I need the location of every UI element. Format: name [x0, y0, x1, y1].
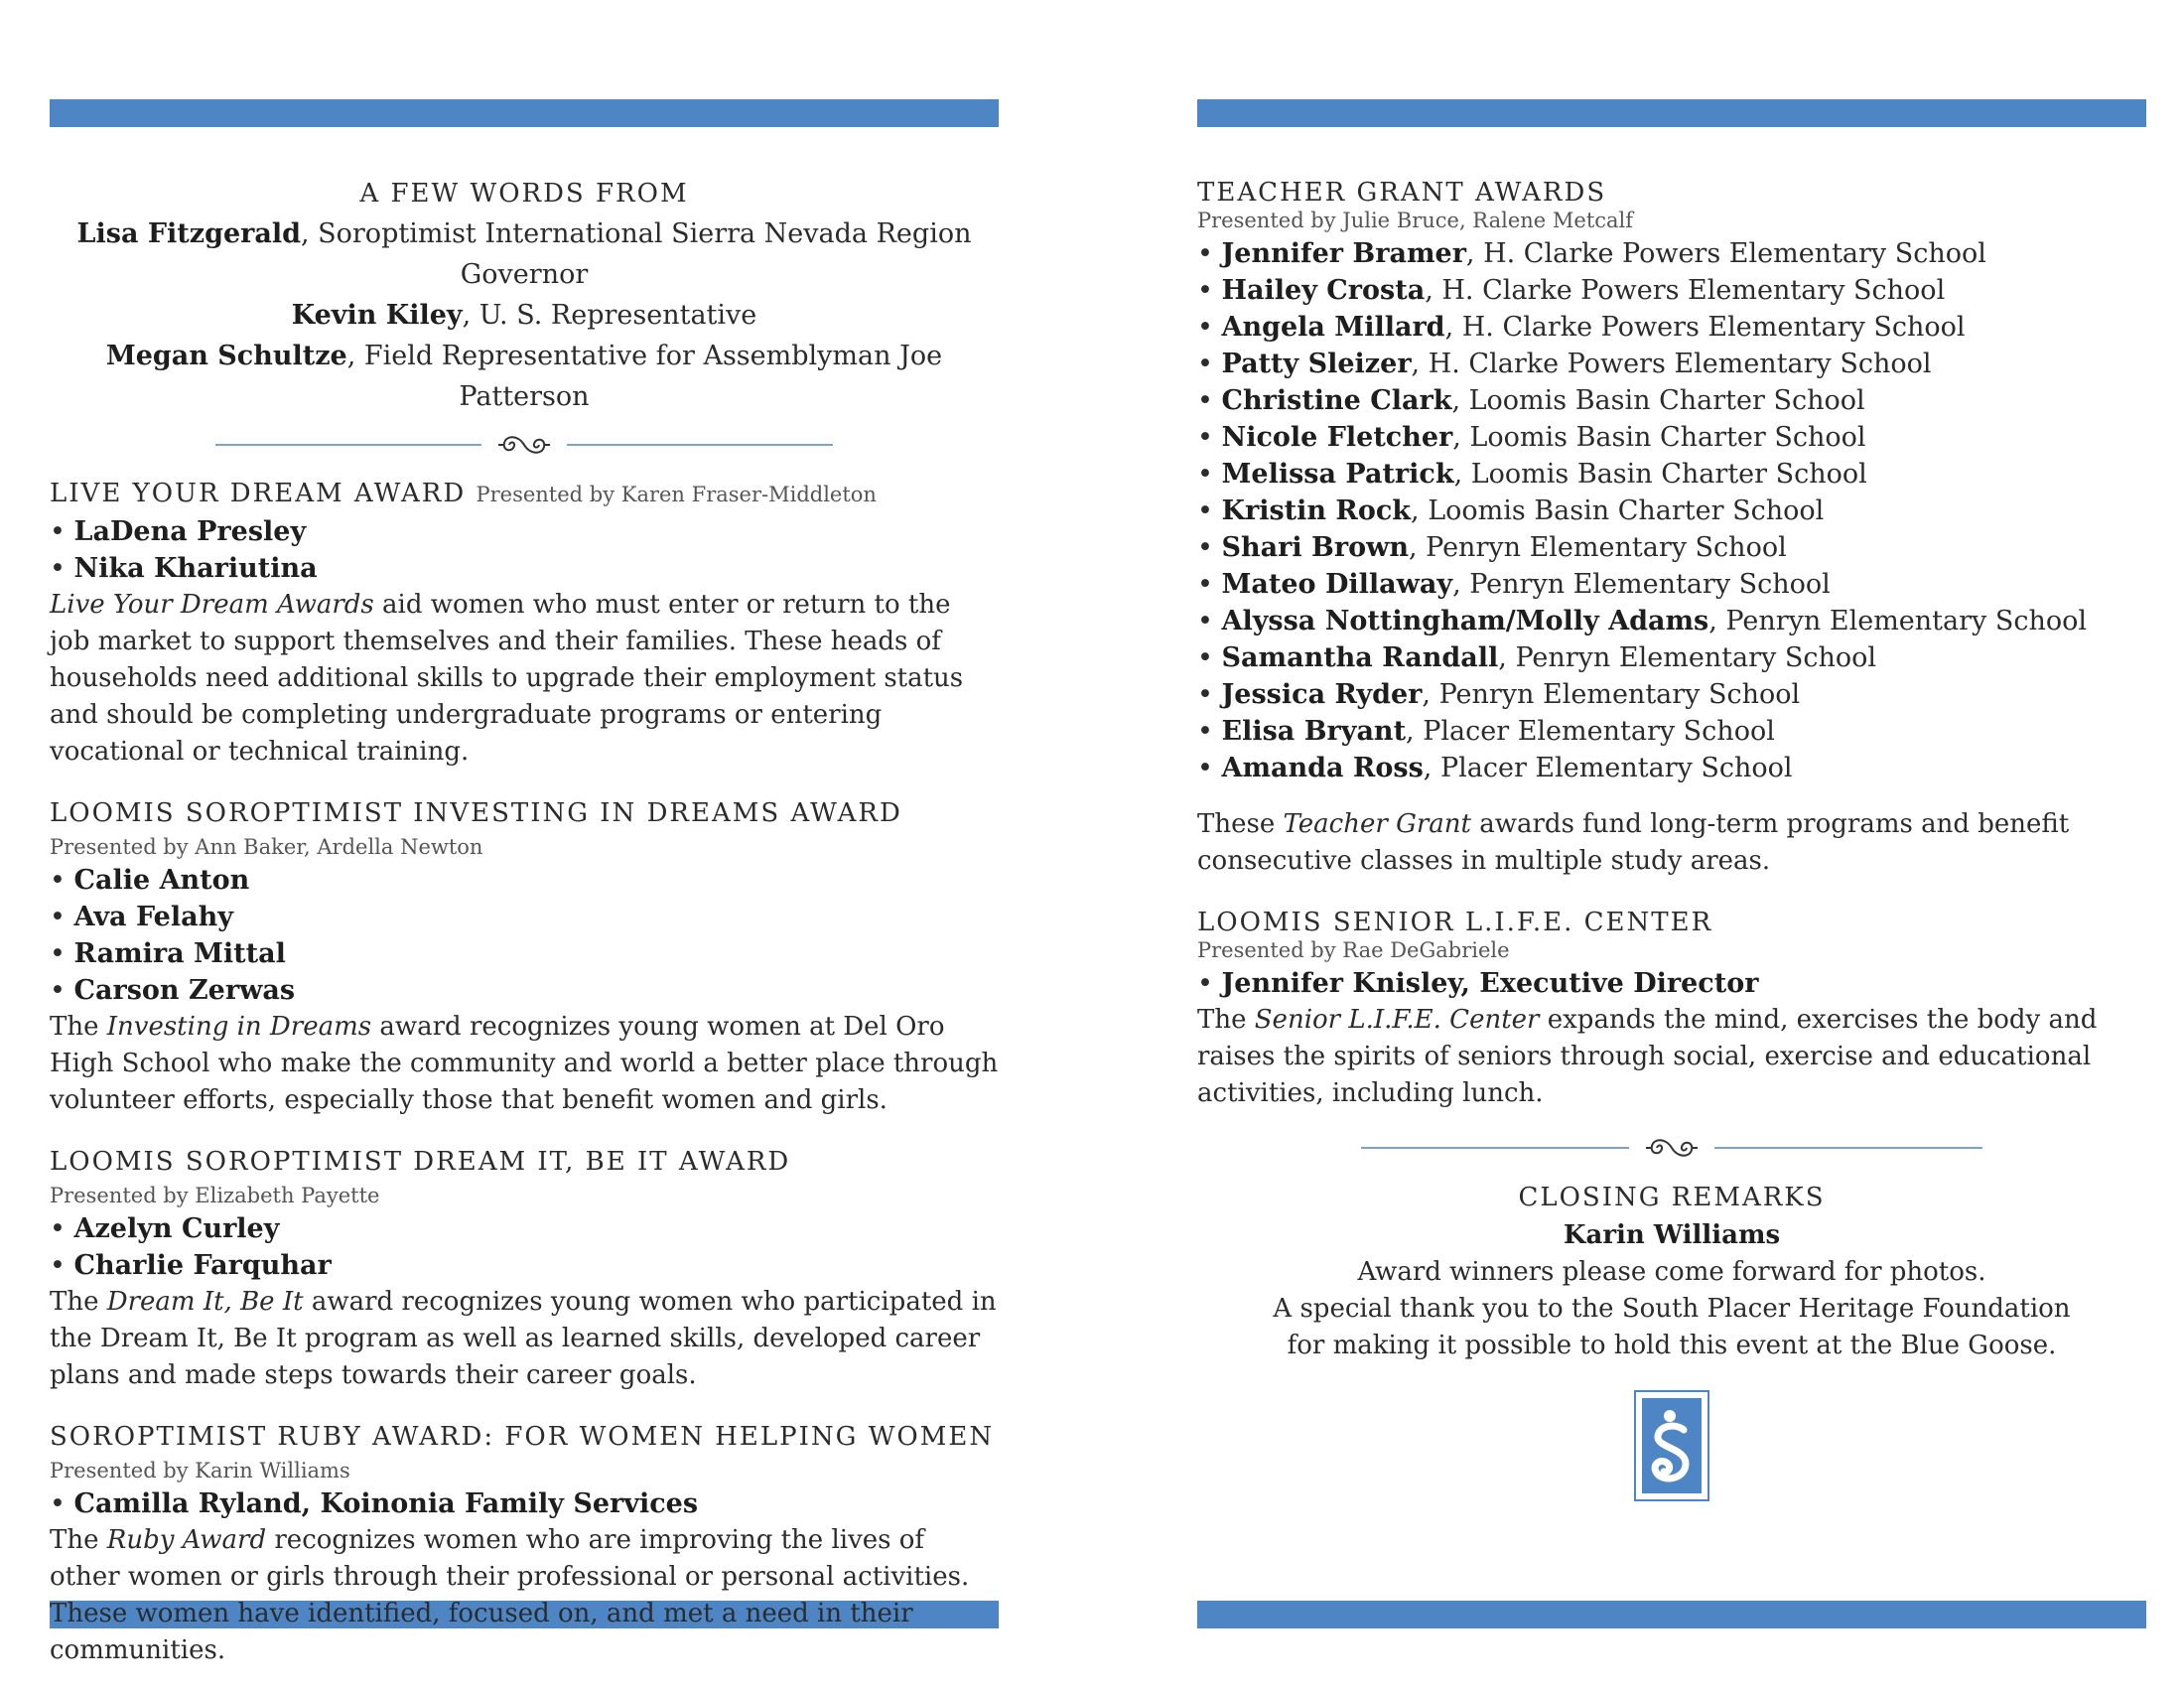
- description-text: The: [1197, 1005, 1255, 1035]
- grantee-item: • Hailey Crosta, H. Clarke Powers Elementary School: [1197, 275, 1946, 306]
- winner-name: Charlie Farquhar: [73, 1250, 332, 1281]
- section-description: [1197, 1002, 2146, 1112]
- winner-name: Carson Zerwas: [73, 975, 296, 1006]
- divider-rule: [567, 444, 833, 446]
- speaker-line: [50, 336, 999, 417]
- grantee-name: Amanda Ross: [1221, 753, 1424, 783]
- winner-item: • Azelyn Curley: [50, 1213, 280, 1244]
- presenter: Presented by Elizabeth Payette: [50, 1184, 380, 1207]
- description-text: awards fund long-term programs and benefit consecutive classes in multiple study areas.: [1197, 809, 2070, 876]
- grantee-school: , Penryn Elementary School: [1408, 532, 1787, 563]
- closing-line: Award winners please come forward for photos.: [1357, 1257, 1986, 1287]
- presenter: Presented by Julie Bruce, Ralene Metcalf: [1197, 209, 1634, 232]
- closing-remarks-section: [1197, 1178, 2146, 1501]
- grantee-school: , Loomis Basin Charter School: [1451, 385, 1865, 416]
- grantee-name: Jessica Ryder: [1221, 679, 1423, 710]
- divider-rule: [1714, 1147, 1982, 1149]
- winner-item: • Charlie Farquhar: [50, 1250, 332, 1281]
- winner-name: Calie Anton: [73, 865, 250, 896]
- grantee-school: , Penryn Elementary School: [1498, 642, 1877, 673]
- section-title: TEACHER GRANT AWARDS: [1197, 178, 1607, 208]
- section-description: [1197, 806, 2146, 880]
- speaker-name: Megan Schultze: [105, 341, 347, 371]
- speaker-role: , U. S. Representative: [462, 300, 757, 331]
- grantee-item: • Patty Sleizer, H. Clarke Powers Elementary School: [1197, 349, 1932, 379]
- section-title: LIVE YOUR DREAM AWARD: [50, 479, 467, 508]
- scroll-ornament-icon: [1629, 1136, 1714, 1160]
- grantee-school: , Loomis Basin Charter School: [1452, 422, 1866, 453]
- grantee-name: Angela Millard: [1221, 312, 1445, 343]
- spacer: [1197, 786, 2146, 806]
- grantee-item: • Angela Millard, H. Clarke Powers Elementary School: [1197, 312, 1966, 343]
- description-text: award recognizes young women at Del Oro High School who make the community and world a better place through volunteer efforts, especially those that benefit women and girls.: [50, 1012, 999, 1115]
- speaker-line: [50, 295, 999, 336]
- grantee-item: • Jennifer Bramer, H. Clarke Powers Elementary School: [1197, 238, 1986, 269]
- winner-item: • Ava Felahy: [50, 902, 233, 932]
- award-name-italic: Senior L.I.F.E. Center: [1254, 1005, 1540, 1035]
- description-text: award recognizes young women who participated in the Dream It, Be It program as well as learned skills, developed career plans and made steps towards their career goals.: [50, 1287, 997, 1390]
- grantee-school: , H. Clarke Powers Elementary School: [1444, 312, 1966, 343]
- speaker-role: , Field Representative for Assemblyman Joe Patterson: [346, 341, 943, 412]
- grantee-school: , Placer Elementary School: [1423, 753, 1793, 783]
- closing-line: for making it possible to hold this event at the Blue Goose.: [1287, 1331, 2057, 1360]
- winner-item: • Camilla Ryland, Koinonia Family Services: [50, 1488, 699, 1519]
- presenter: Presented by Karen Fraser-Middleton: [476, 483, 877, 506]
- grantee-school: , Placer Elementary School: [1406, 716, 1775, 747]
- section-description: [50, 1009, 999, 1119]
- grantee-item: • Samantha Randall, Penryn Elementary School: [1197, 642, 1877, 673]
- few-words-heading: A FEW WORDS FROM: [359, 179, 689, 209]
- top-bar-right: [1197, 99, 2146, 127]
- award-name-italic: Teacher Grant: [1283, 809, 1471, 839]
- grantee-item: • Melissa Patrick, Loomis Basin Charter School: [1197, 459, 1867, 490]
- divider-rule: [1361, 1147, 1629, 1149]
- section-description: [50, 587, 999, 771]
- grantee-school: , H. Clarke Powers Elementary School: [1411, 349, 1932, 379]
- dream-it-be-it-section: [50, 1143, 999, 1394]
- winner-name: Ava Felahy: [73, 902, 233, 932]
- grantee-school: , H. Clarke Powers Elementary School: [1465, 238, 1986, 269]
- award-name-italic: Ruby Award: [106, 1525, 267, 1555]
- section-description: [50, 1284, 999, 1394]
- section-title: LOOMIS SOROPTIMIST INVESTING IN DREAMS AWARD: [50, 798, 902, 828]
- grantee-name: Mateo Dillaway: [1221, 569, 1453, 600]
- grantee-name: Hailey Crosta: [1221, 275, 1426, 306]
- ornamental-divider: [1197, 1136, 2146, 1160]
- section-description: [50, 1522, 999, 1669]
- grantee-item: • Amanda Ross, Placer Elementary School: [1197, 753, 1793, 783]
- grantee-item: • Christine Clark, Loomis Basin Charter School: [1197, 385, 1865, 416]
- speaker-line: [50, 213, 999, 295]
- live-your-dream-section: [50, 475, 999, 771]
- description-text: The: [50, 1012, 107, 1042]
- right-page: [1197, 174, 2146, 1501]
- section-title: SOROPTIMIST RUBY AWARD: FOR WOMEN HELPING WOMEN: [50, 1422, 995, 1452]
- winner-name: Azelyn Curley: [73, 1213, 280, 1244]
- award-name-italic: Investing in Dreams: [106, 1012, 372, 1042]
- description-text: The: [50, 1525, 107, 1555]
- grantee-item: • Alyssa Nottingham/Molly Adams, Penryn Elementary School: [1197, 606, 2088, 636]
- senior-life-center-section: [1197, 904, 2146, 1112]
- grantee-name: Melissa Patrick: [1221, 459, 1454, 490]
- grantee-name: Shari Brown: [1221, 532, 1409, 563]
- grantee-item: • Shari Brown, Penryn Elementary School: [1197, 532, 1787, 563]
- presenter: Presented by Ann Baker, Ardella Newton: [50, 835, 483, 859]
- soroptimist-s-logo-icon: [1634, 1390, 1709, 1501]
- award-name-italic: Live Your Dream Awards: [50, 590, 374, 620]
- winner-item: • Ramira Mittal: [50, 938, 286, 969]
- grantee-item: • Jessica Ryder, Penryn Elementary School: [1197, 679, 1801, 710]
- winner-name: Nika Khariutina: [73, 553, 318, 584]
- winner-item: • Jennifer Knisley, Executive Director: [1197, 968, 1759, 999]
- closing-line: A special thank you to the South Placer Heritage Foundation: [1273, 1294, 2071, 1324]
- presenter: Presented by Karin Williams: [50, 1459, 350, 1482]
- description-text: expands the mind, exercises the body and raises the spirits of seniors through social, exercise and educational activities, including lunch.: [1197, 1005, 2098, 1108]
- winner-name: LaDena Presley: [73, 516, 307, 547]
- grantee-school: , Penryn Elementary School: [1422, 679, 1801, 710]
- closing-speaker: [1197, 1217, 2146, 1254]
- grantee-name: Alyssa Nottingham/Molly Adams: [1221, 606, 1709, 636]
- grantee-item: • Nicole Fletcher, Loomis Basin Charter School: [1197, 422, 1866, 453]
- left-page: [50, 174, 999, 1693]
- grantee-name: Christine Clark: [1221, 385, 1452, 416]
- speaker-role: , Soroptimist International Sierra Nevada Region Governor: [300, 218, 972, 290]
- description-text: The: [50, 1287, 107, 1317]
- description-text: These: [1197, 809, 1284, 839]
- grantee-name: Elisa Bryant: [1221, 716, 1407, 747]
- grantee-school: , Penryn Elementary School: [1452, 569, 1831, 600]
- award-name-italic: Dream It, Be It: [106, 1287, 304, 1317]
- grantee-item: • Mateo Dillaway, Penryn Elementary School: [1197, 569, 1831, 600]
- winner-item: • Carson Zerwas: [50, 975, 296, 1006]
- teacher-grant-section: [1197, 174, 2146, 880]
- ornamental-divider: [50, 433, 999, 457]
- grantee-name: Patty Sleizer: [1221, 349, 1412, 379]
- closing-heading: CLOSING REMARKS: [1518, 1183, 1826, 1212]
- winner-item: • Calie Anton: [50, 865, 250, 896]
- description-text: aid women who must enter or return to the job market to support themselves and their families. These heads of households need additional skills to upgrade their employment status and should be completing undergraduate programs or entering vocational or technical training.: [50, 590, 964, 767]
- speaker-name: Karin Williams: [1563, 1220, 1781, 1250]
- grantee-school: , H. Clarke Powers Elementary School: [1425, 275, 1946, 306]
- grantee-item: • Elisa Bryant, Placer Elementary School: [1197, 716, 1775, 747]
- grantee-name: Nicole Fletcher: [1221, 422, 1453, 453]
- speaker-name: Kevin Kiley: [291, 300, 463, 331]
- grantee-school: , Loomis Basin Charter School: [1453, 459, 1867, 490]
- section-title: LOOMIS SOROPTIMIST DREAM IT, BE IT AWARD: [50, 1147, 791, 1177]
- few-words-section: [50, 174, 999, 417]
- grantee-name: Jennifer Bramer: [1221, 238, 1466, 269]
- winner-item: • LaDena Presley: [50, 516, 307, 547]
- bottom-bar-right: [1197, 1601, 2146, 1628]
- winner-name: Ramira Mittal: [73, 938, 286, 969]
- grantee-list: [1197, 235, 2146, 786]
- section-heading: [50, 475, 999, 513]
- winner-name: Camilla Ryland, Koinonia Family Services: [73, 1488, 699, 1519]
- grantee-item: • Kristin Rock, Loomis Basin Charter School: [1197, 495, 1825, 526]
- winner-name: Jennifer Knisley, Executive Director: [1221, 968, 1759, 999]
- presenter: Presented by Rae DeGabriele: [1197, 938, 1510, 962]
- grantee-name: Samantha Randall: [1221, 642, 1499, 673]
- winner-item: • Nika Khariutina: [50, 553, 318, 584]
- grantee-name: Kristin Rock: [1221, 495, 1412, 526]
- section-title: LOOMIS SENIOR L.I.F.E. CENTER: [1197, 908, 1713, 937]
- divider-rule: [215, 444, 481, 446]
- top-bar-left: [50, 99, 999, 127]
- ruby-award-section: [50, 1418, 999, 1669]
- grantee-school: , Loomis Basin Charter School: [1411, 495, 1825, 526]
- description-text: recognizes women who are improving the lives of other women or girls through their professional or personal activities. These women have identified, focused on, and met a need in their communities.: [50, 1525, 970, 1665]
- grantee-school: , Penryn Elementary School: [1708, 606, 2088, 636]
- speaker-name: Lisa Fitzgerald: [76, 218, 301, 249]
- investing-in-dreams-section: [50, 794, 999, 1119]
- scroll-ornament-icon: [481, 433, 567, 457]
